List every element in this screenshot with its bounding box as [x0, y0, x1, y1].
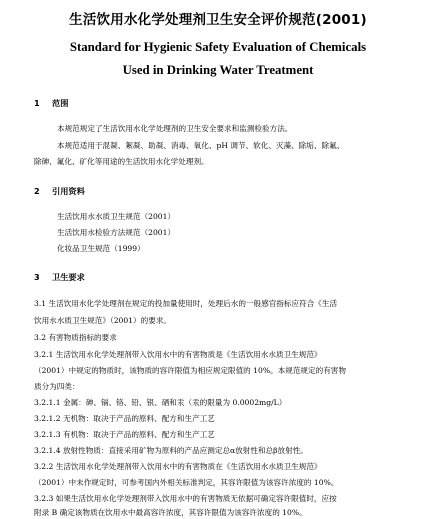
section-1-line: 本规范适用于混凝、絮凝、助凝、消毒、氧化、pH 调节、软化、灭藻、除垢、除氟、	[57, 141, 345, 150]
section-3-line: 3.2.3 如果生活饮用水化学处理剂带入饮用水中的有害物质无依据可确定容许限值时，应按	[34, 494, 337, 503]
reference-item: 化妆品卫生规范（1999）	[57, 244, 145, 253]
section-3-number: 3	[34, 272, 40, 282]
section-1-line: 本规范规定了生活饮用水化学处理剂的卫生安全要求和监测检验方法。	[57, 124, 293, 133]
section-3-line: 饮用水水质卫生规范》（2001）的要求。	[34, 316, 172, 325]
section-1-heading	[34, 98, 68, 109]
reference-item: 生活饮用水水质卫生规范（2001）	[57, 212, 176, 221]
section-3-line: 3.2.2 生活饮用水化学处理剂带入饮用水中的有害物质在《生活饮用水水质卫生规范》	[34, 462, 322, 471]
document-title-english-line1: Standard for Hygienic Safety Evaluation of Chemicals	[69, 40, 367, 54]
section-2-title: 引用资料	[52, 186, 85, 196]
section-1-title: 范围	[52, 98, 69, 108]
section-1-number: 1	[34, 98, 40, 108]
document-title-chinese: 生活饮用水化学处理剂卫生安全评价规范(2001)	[69, 12, 367, 28]
section-3-line: 3.2.1 生活饮用水化学处理剂带入饮用水中的有害物质是《生活饮用水水质卫生规范》	[34, 350, 322, 359]
section-3-line: 3.2.1.4 放射性物质：直接采用矿物为原料的产品应测定总α放射性和总β放射性。	[34, 446, 308, 455]
section-3-line: 附录 B 确定该物质在饮用水中最高容许浓度，其容许限值为该容许浓度的 10%。	[34, 508, 307, 517]
section-3-title: 卫生要求	[52, 272, 85, 282]
section-3-line: 3.2.1.3 有机物：取决于产品的原料、配方和生产工艺	[34, 430, 215, 439]
section-3-line: 3.2.1.2 无机物：取决于产品的原料、配方和生产工艺	[34, 414, 215, 423]
section-3-line: 质分为四类：	[34, 382, 80, 391]
section-1-line: 除砷、氟化、矿化等用途的生活饮用水化学处理剂。	[34, 157, 209, 166]
section-3-line: 3.2 有害物质指标的要求	[34, 333, 117, 342]
section-3-line: （2001）中规定的物质时，该物质的容许限值为相应规定限值的 10%。本规范规定的有害物	[34, 366, 346, 375]
section-3-line: （2001）中未作规定时，可参考国内外相关标准判定，其容许限值为该容许浓度的 10%。	[34, 478, 339, 487]
section-3-line: 3.2.1.1 金属：砷、镉、铬、铅、银、硒和汞（汞的限量为 0.0002mg/L）	[34, 398, 287, 407]
reference-item: 生活饮用水检验方法规范（2001）	[57, 228, 176, 237]
section-2-heading	[34, 186, 85, 197]
section-3-line: 3.1 生活饮用水化学处理剂在规定的投加量使用时，处理后水的一般感官指标应符合《生活	[34, 299, 338, 308]
document-title-english-line2: Used in Drinking Water Treatment	[122, 63, 314, 77]
section-2-number: 2	[34, 186, 40, 196]
section-3-heading	[34, 272, 85, 283]
